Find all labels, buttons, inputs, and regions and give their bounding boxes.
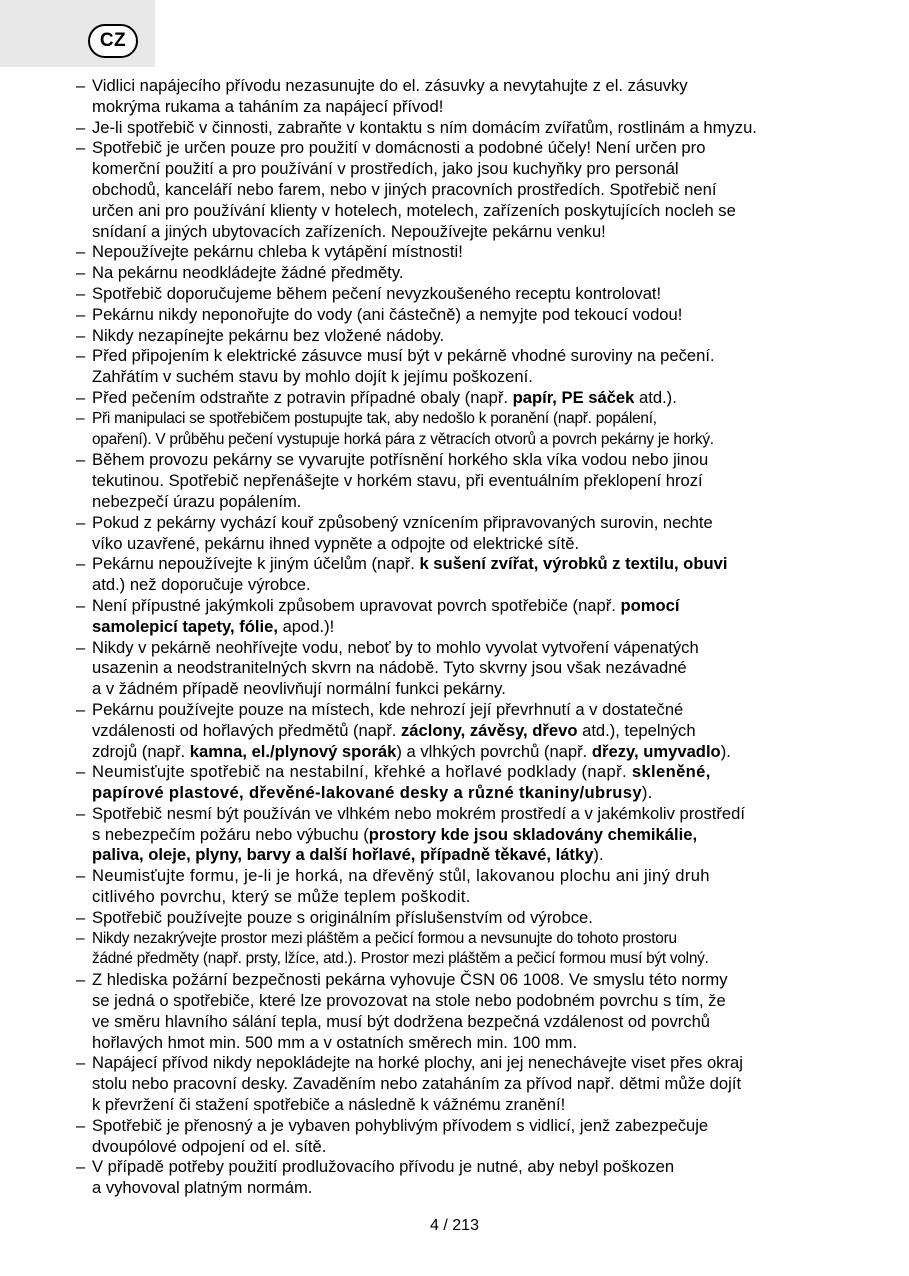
instruction-line	[92, 1033, 836, 1054]
body-text: Z hlediska požární bezpečnosti pekárna vyhovuje ČSN 06 1008. Ve smyslu této normy	[92, 970, 728, 990]
instruction-line	[92, 284, 836, 305]
body-text: a v žádném případě neovlivňují normální funkci pekárny.	[92, 679, 506, 699]
instruction-item	[76, 118, 836, 139]
body-text: usazenin a neodstranitelných skvrn na nádobě. Tyto skvrny jsou však nezávadné	[92, 658, 687, 678]
instruction-line	[92, 118, 836, 139]
instruction-line	[92, 658, 836, 679]
page-number: 4 / 213	[430, 1217, 479, 1234]
instruction-line	[92, 1157, 836, 1178]
instruction-line	[92, 1095, 836, 1116]
body-text: Spotřebič nesmí být používán ve vlhkém nebo mokrém prostředí a v jakémkoliv prostředí	[92, 803, 745, 823]
instruction-item	[76, 804, 836, 866]
body-text: obchodů, kanceláří nebo farem, nebo v jiných pracovních prostředích. Spotřebič není	[92, 179, 717, 199]
instruction-line	[92, 949, 836, 970]
body-text: tekutinou. Spotřebič nepřenášejte v horkém stavu, při eventuálním překlopení hrozí	[92, 471, 703, 491]
emphasis-text: dřezy, umyvadlo	[591, 741, 721, 761]
instruction-line	[92, 1012, 836, 1033]
body-text: Spotřebič je přenosný a je vybaven pohyblivým přívodem s vidlicí, jenž zabezpečuje	[92, 1115, 709, 1135]
instruction-item	[76, 908, 836, 929]
instruction-item	[76, 284, 836, 305]
emphasis-text: papír, PE sáček	[512, 387, 635, 407]
instruction-item	[76, 929, 836, 971]
instruction-item	[76, 1157, 836, 1199]
instruction-item	[76, 762, 836, 804]
emphasis-text: skleněné,	[631, 762, 711, 782]
body-text: Před připojením k elektrické zásuvce musí být v pekárně vhodné suroviny na pečení.	[92, 346, 715, 366]
instruction-line	[92, 804, 836, 825]
instruction-line	[92, 201, 836, 222]
instruction-line	[92, 908, 836, 929]
body-text: atd.), tepelných	[577, 720, 696, 740]
body-text: Pokud z pekárny vychází kouř způsobený vznícením připravovaných surovin, nechte	[92, 512, 713, 532]
instruction-line	[92, 1116, 836, 1137]
instruction-item	[76, 326, 836, 347]
instruction-line	[92, 388, 836, 409]
body-text: víko uzavřené, pekárnu ihned vypněte a odpojte od elektrické sítě.	[92, 533, 580, 553]
instruction-line	[92, 1053, 836, 1074]
instruction-line	[92, 1137, 836, 1158]
body-text: Zahřátím v suchém stavu by mohlo dojít k jejímu poškození.	[92, 367, 533, 387]
instruction-item	[76, 305, 836, 326]
instruction-item	[76, 346, 836, 388]
emphasis-text: prostory kde jsou skladovány chemikálie,	[368, 824, 698, 844]
body-text: Není přípustné jakýmkoli způsobem upravovat povrch spotřebiče (např.	[92, 595, 621, 615]
body-text: citlivého povrchu, který se může teplem poškodit.	[92, 887, 471, 907]
body-text: Nikdy nezakrývejte prostor mezi pláštěm a pečicí formou a nevsunujte do tohoto prostoru	[92, 929, 677, 947]
body-text: atd.) než doporučuje výrobce.	[92, 575, 311, 595]
body-text: ).	[593, 845, 604, 865]
instruction-line	[92, 471, 836, 492]
body-text: Před pečením odstraňte z potravin případné obaly (např.	[92, 387, 513, 407]
body-text: opaření). V průběhu pečení vystupuje horká pára z větracích otvorů a povrch pekárny je horký.	[92, 430, 714, 448]
body-text: se jedná o spotřebiče, které lze provozovat na stole nebo podobném povrchu s tím, že	[92, 991, 726, 1011]
instruction-line	[92, 534, 836, 555]
instruction-line	[92, 575, 836, 596]
instruction-line	[92, 159, 836, 180]
body-text: Spotřebič je určen pouze pro použití v domácnosti a podobné účely! Není určen pro	[92, 138, 706, 158]
instruction-line	[92, 97, 836, 118]
body-text: Nepoužívejte pekárnu chleba k vytápění místnosti!	[92, 242, 463, 262]
instruction-item	[76, 138, 836, 242]
body-text: Spotřebič doporučujeme během pečení nevyzkoušeného receptu kontrolovat!	[92, 283, 662, 303]
body-text: zdrojů (např.	[92, 741, 190, 761]
body-text: dvoupólové odpojení od el. sítě.	[92, 1136, 327, 1156]
instruction-line	[92, 721, 836, 742]
emphasis-text: kamna, el./plynový sporák	[189, 741, 397, 761]
body-text: s nebezpečím požáru nebo výbuchu (	[92, 824, 369, 844]
body-text: atd.).	[634, 387, 677, 407]
body-text: a vyhovoval platným normám.	[92, 1178, 313, 1198]
instruction-line	[92, 929, 836, 950]
instruction-line	[92, 242, 836, 263]
instruction-line	[92, 222, 836, 243]
instruction-line	[92, 742, 836, 763]
instruction-line	[92, 76, 836, 97]
instruction-item	[76, 596, 836, 638]
instruction-line	[92, 1074, 836, 1095]
safety-instructions-list	[76, 76, 836, 1199]
instruction-line	[92, 180, 836, 201]
instruction-item	[76, 554, 836, 596]
emphasis-text: paliva, oleje, plyny, barvy a další hořlavé, případně těkavé, látky	[92, 845, 594, 865]
body-text: Napájecí přívod nikdy nepokládejte na horké plochy, ani jej nenechávejte viset přes okraj	[92, 1053, 743, 1073]
body-text: k převržení či stažení spotřebiče a následně k vážnému zranění!	[92, 1095, 566, 1115]
instruction-item	[76, 1053, 836, 1115]
body-text: nebezpečí úrazu popálením.	[92, 491, 302, 511]
instruction-item	[76, 1116, 836, 1158]
body-text: ) a vlhkých povrchů (např.	[396, 741, 592, 761]
instruction-line	[92, 1178, 836, 1199]
instruction-line	[92, 700, 836, 721]
instruction-item	[76, 388, 836, 409]
emphasis-text: k sušení zvířat, výrobků z textilu, obuvi	[419, 554, 728, 574]
instruction-item	[76, 76, 836, 118]
body-text: V případě potřeby použití prodlužovacího přívodu je nutné, aby nebyl poškozen	[92, 1157, 675, 1177]
instruction-line	[92, 138, 836, 159]
body-text: mokrýma rukama a taháním za napájecí přívod!	[92, 96, 444, 116]
instruction-item	[76, 866, 836, 908]
instruction-item	[76, 263, 836, 284]
body-text: Pekárnu nikdy neponořujte do vody (ani částečně) a nemyjte pod tekoucí vodou!	[92, 304, 683, 324]
instruction-line	[92, 638, 836, 659]
instruction-line	[92, 617, 836, 638]
body-text: Neumisťujte spotřebič na nestabilní, křehké a hořlavé podklady (např.	[92, 762, 632, 782]
body-text: komerční použití a pro používání v prostředích, jako jsou kuchyňky pro personál	[92, 159, 679, 179]
instruction-line	[92, 305, 836, 326]
instruction-line	[92, 887, 836, 908]
instruction-line	[92, 367, 836, 388]
body-text: Nikdy nezapínejte pekárnu bez vložené nádoby.	[92, 325, 445, 345]
emphasis-text: záclony, závěsy, dřevo	[401, 720, 578, 740]
body-text: Nikdy v pekárně neohřívejte vodu, neboť by to mohlo vyvolat vytvoření vápenatých	[92, 637, 699, 657]
body-text: Na pekárnu neodkládejte žádné předměty.	[92, 263, 404, 283]
instruction-line	[92, 409, 836, 430]
instruction-line	[92, 783, 836, 804]
body-text: Pekárnu používejte pouze na místech, kde nehrozí její převrhnutí a v dostatečné	[92, 699, 684, 719]
emphasis-text: samolepicí tapety, fólie,	[92, 616, 278, 636]
body-text: apod.)!	[277, 616, 335, 636]
instruction-line	[92, 554, 836, 575]
body-text: ).	[720, 741, 731, 761]
body-text: Spotřebič používejte pouze s originálním příslušenstvím od výrobce.	[92, 907, 593, 927]
instruction-line	[92, 991, 836, 1012]
instruction-line	[92, 866, 836, 887]
instruction-line	[92, 346, 836, 367]
instruction-line	[92, 762, 836, 783]
emphasis-text: pomocí	[620, 595, 680, 615]
body-text: hořlavých hmot min. 500 mm a v ostatních směrech min. 100 mm.	[92, 1032, 578, 1052]
body-text: Při manipulaci se spotřebičem postupujte tak, aby nedošlo k poranění (např. popálení,	[92, 409, 657, 427]
instruction-item	[76, 700, 836, 762]
instruction-line	[92, 679, 836, 700]
body-text: Během provozu pekárny se vyvarujte potřísnění horkého skla víka vodou nebo jinou	[92, 450, 709, 470]
instruction-line	[92, 596, 836, 617]
body-text: určen ani pro používání klienty v hotelech, motelech, zařízeních poskytujících nocleh se	[92, 200, 736, 220]
instruction-item	[76, 638, 836, 700]
body-text: Vidlici napájecího přívodu nezasunujte do el. zásuvky a nevytahujte z el. zásuvky	[92, 76, 688, 95]
instruction-line	[92, 263, 836, 284]
body-text: žádné předměty (např. prsty, lžíce, atd.). Prostor mezi pláštěm a pečicí formou musí být volný.	[92, 950, 709, 968]
body-text: Je-li spotřebič v činnosti, zabraňte v kontaktu s ním domácím zvířatům, rostlinám a hmyzu.	[92, 117, 757, 137]
body-text: Neumisťujte formu, je-li je horká, na dřevěný stůl, lakovanou plochu ani jiný druh	[92, 866, 710, 886]
instruction-item	[76, 970, 836, 1053]
instruction-line	[92, 513, 836, 534]
instruction-line	[92, 970, 836, 991]
instruction-line	[92, 825, 836, 846]
instruction-line	[92, 450, 836, 471]
instruction-line	[92, 492, 836, 513]
instruction-item	[76, 513, 836, 555]
language-badge: CZ	[88, 24, 138, 58]
body-text: Pekárnu nepoužívejte k jiným účelům (např.	[92, 554, 420, 574]
instruction-line	[92, 430, 836, 451]
emphasis-text: papírové plastové, dřevěné-lakované desky a různé tkaniny/ubrusy	[92, 783, 642, 803]
body-text: ).	[641, 783, 653, 803]
body-text: vzdálenosti od hořlavých předmětů (např.	[92, 720, 401, 740]
instruction-item	[76, 409, 836, 451]
instruction-item	[76, 450, 836, 512]
body-text: ve směru hlavního sálání tepla, musí být dodržena bezpečná vzdálenost od povrchů	[92, 1011, 711, 1031]
instruction-line	[92, 326, 836, 347]
instruction-item	[76, 242, 836, 263]
body-text: stolu nebo pracovní desky. Zavaděním nebo zataháním za přívod např. dětmi může dojít	[92, 1074, 742, 1094]
instruction-line	[92, 845, 836, 866]
body-text: snídaní a jiných ubytovacích zařízeních. Nepoužívejte pekárnu venku!	[92, 221, 606, 241]
